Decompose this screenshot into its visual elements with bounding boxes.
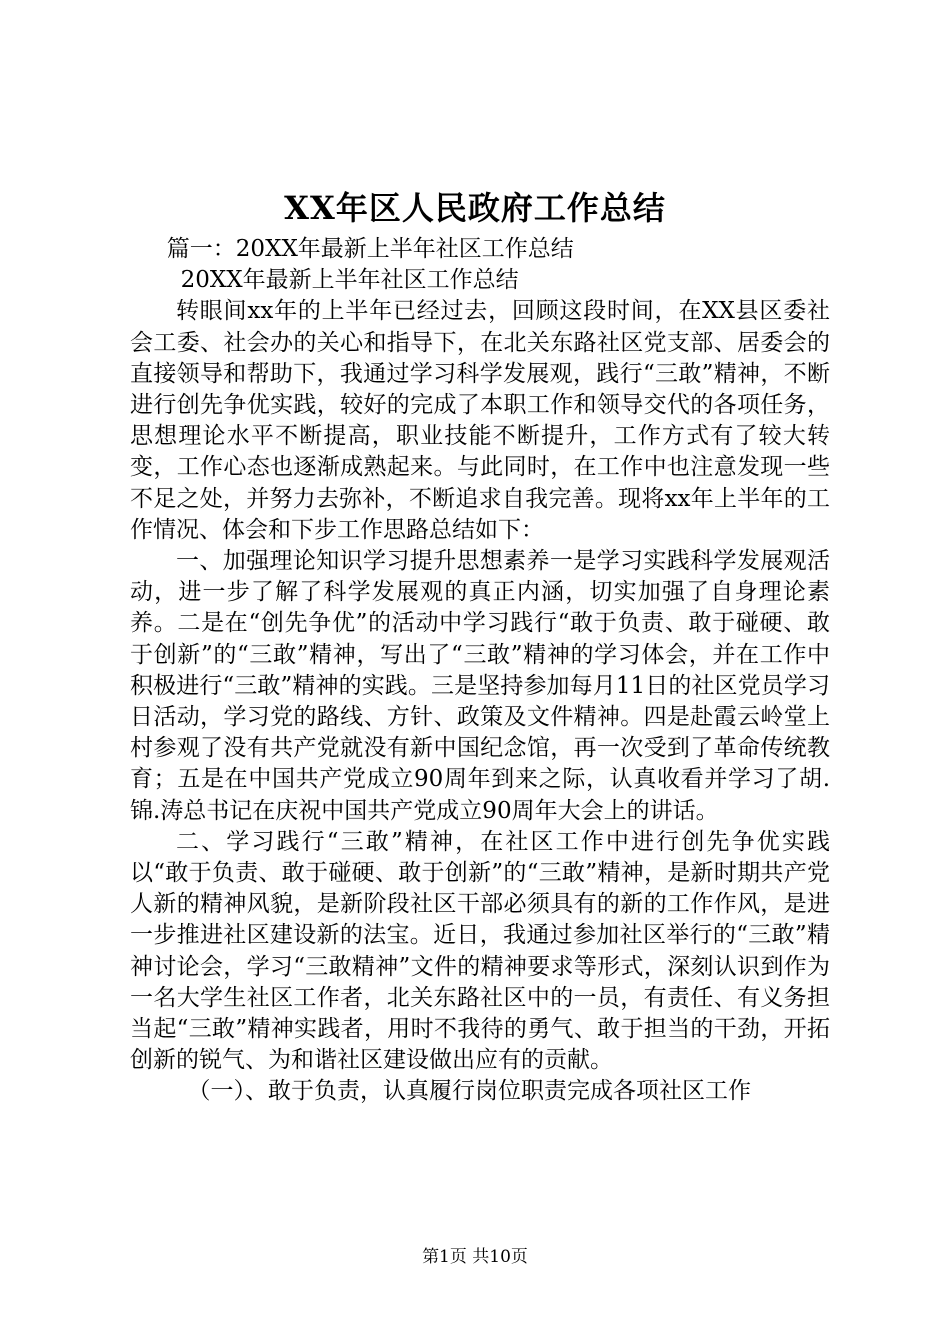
paragraph-subtitle: 20XX年最新上半年社区工作总结 [180,267,519,294]
paragraph-subsection-one: （一）、敢于负责，认真履行岗位职责完成各项社区工作 [187,1078,751,1105]
page-number-footer: 第1页 共10页 [422,1247,528,1267]
paragraph-section-one: 一、加强理论知识学习提升思想素养一是学习实践科学发展观活动，进一步了解了科学发展观的真正内涵，切实加强了自身理论素养。二是在“创先争优”的活动中学习践行“敢于负责、敢于碰硬、敢于创新”的“三敢”精神，写出了“三敢”精神的学习体会，并在工作中积极进行“三敢”精神的实践。三是坚持参加每月11日的社区党员学习日活动，学习党的路线、方针、政策及文件精神。四是赴霞云岭堂上村参观了没有共产党就没有新中国纪念馆，再一次受到了革命传统教育；五是在中国共产党成立90周年到来之际，认真收看并学习了胡.锦.涛总书记在庆祝中国共产党成立90周年大会上的讲话。 [130,548,830,824]
paragraph-intro: 转眼间xx年的上半年已经过去，回顾这段时间，在XX县区委社会工委、社会办的关心和指导下，在北关东路社区党支部、居委会的直接领导和帮助下，我通过学习科学发展观，践行“三敢”精神，不断进行创先争优实践，较好的完成了本职工作和领导交代的各项任务，思想理论水平不断提高，职业技能不断提升，工作方式有了较大转变，工作心态也逐渐成熟起来。与此同时，在工作中也注意发现一些不足之处，并努力去弥补，不断追求自我完善。现将xx年上半年的工作情况、体会和下步工作思路总结如下： [130,298,830,543]
paragraph-chapter-heading: 篇一：20XX年最新上半年社区工作总结 [166,236,574,262]
document-body [130,234,830,1108]
document-title: XX年区人民政府工作总结 [284,189,666,227]
paragraph-section-two: 二、学习践行“三敢”精神，在社区工作中进行创先争优实践以“敢于负责、敢于碰硬、敢于创新”的“三敢”精神，是新时期共产党人新的精神风貌，是新阶段社区干部必须具有的新的工作作风，是进一步推进社区建设新的法宝。近日，我通过参加社区举行的“三敢”精神讨论会，学习“三敢精神”文件的精神要求等形式，深刻认识到作为一名大学生社区工作者，北关东路社区中的一员，有责任、有义务担当起“三敢”精神实践者，用时不我待的勇气、敢于担当的干劲，开拓创新的锐气、为和谐社区建设做出应有的贡献。 [130,828,830,1074]
